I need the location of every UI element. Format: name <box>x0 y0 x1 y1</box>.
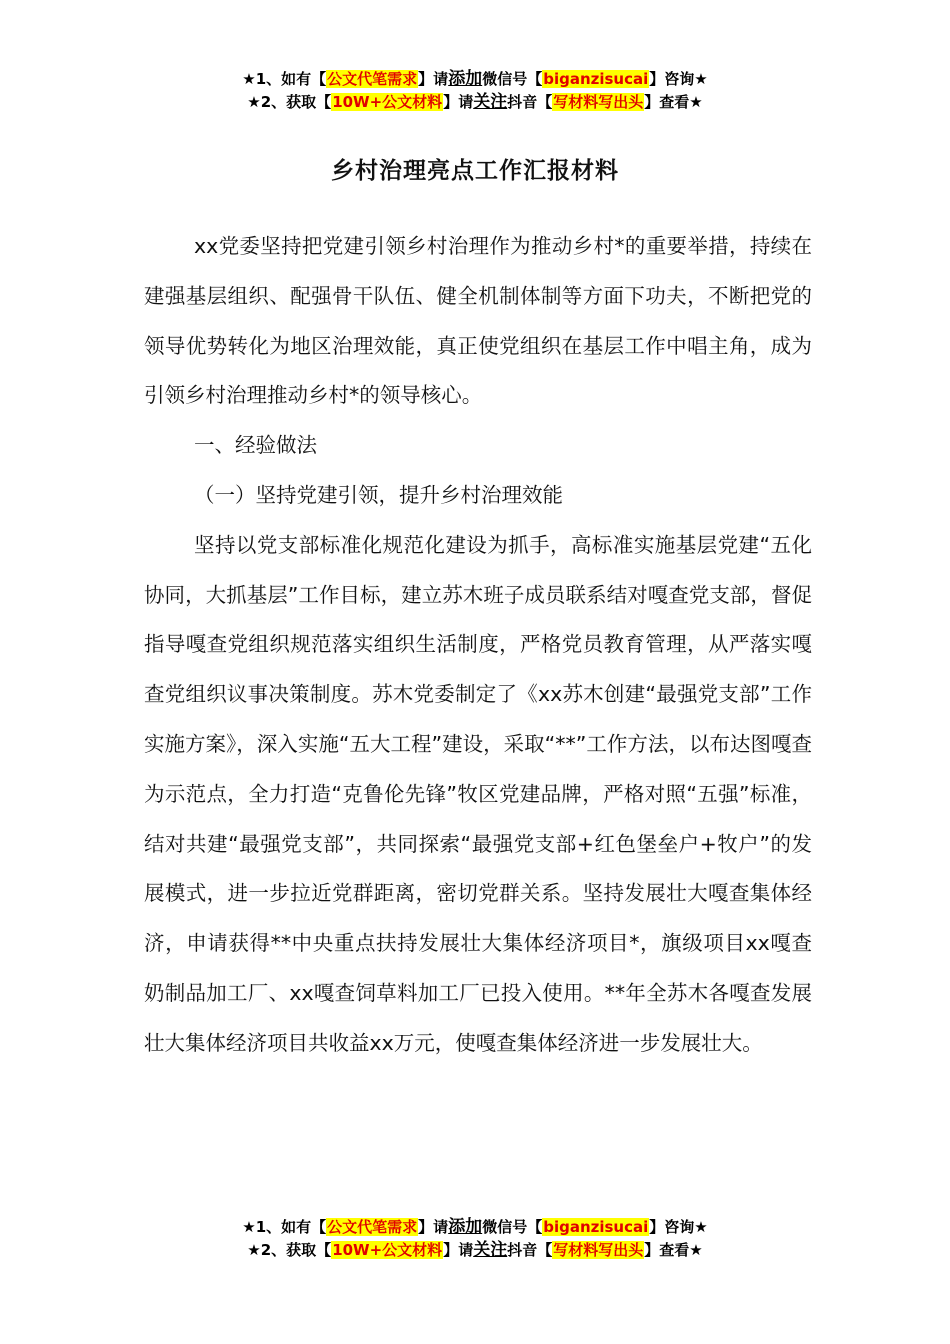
douyin-name: 写材料写出头 <box>553 93 644 111</box>
banner-text: 】请 <box>418 1218 449 1236</box>
banner-text: 】请 <box>418 70 449 88</box>
banner-line-1 <box>0 1216 950 1239</box>
wechat-id: biganzisucai <box>543 1218 649 1236</box>
intro-paragraph: xx党委坚持把党建引领乡村治理作为推动乡村*的重要举措，持续在建强基层组织、配强骨干队伍、健全机制体制等方面下功夫，不断把党的领导优势转化为地区治理效能，真正使党组织在基层工作中唱主角，成为引领乡村治理推动乡村*的领导核心。 <box>144 234 812 408</box>
banner-text: 】查看★ <box>644 93 703 111</box>
document-body <box>144 222 812 1069</box>
banner-line-1 <box>0 68 950 91</box>
banner-text: ★1、如有【 <box>242 1218 327 1236</box>
banner-text: ★2、获取【 <box>247 1241 332 1259</box>
emphasis-text: 关注 <box>473 1240 508 1260</box>
banner-text: 微信号【 <box>482 70 543 88</box>
banner-text: 抖音【 <box>507 1241 553 1259</box>
highlight-text: 公文代笔需求 <box>327 1218 418 1236</box>
footer-banner <box>0 1216 950 1262</box>
document-title: 乡村治理亮点工作汇报材料 <box>331 158 619 184</box>
banner-text: 抖音【 <box>507 93 553 111</box>
wechat-id: biganzisucai <box>543 70 649 88</box>
banner-line-2 <box>0 91 950 114</box>
banner-text: 】咨询★ <box>649 70 708 88</box>
header-banner <box>0 68 950 114</box>
banner-line-2 <box>0 1239 950 1262</box>
banner-text: 】查看★ <box>644 1241 703 1259</box>
highlight-text: 10W+公文材料 <box>332 93 443 111</box>
emphasis-text: 添加 <box>448 1217 483 1237</box>
highlight-text: 公文代笔需求 <box>327 70 418 88</box>
douyin-name: 写材料写出头 <box>553 1241 644 1259</box>
banner-text: 】咨询★ <box>649 1218 708 1236</box>
section-heading: 一、经验做法 <box>194 433 317 458</box>
banner-text: 微信号【 <box>482 1218 543 1236</box>
highlight-text: 10W+公文材料 <box>332 1241 443 1259</box>
banner-text: ★1、如有【 <box>242 70 327 88</box>
banner-text: 】请 <box>443 93 474 111</box>
banner-text: 】请 <box>443 1241 474 1259</box>
banner-text: ★2、获取【 <box>247 93 332 111</box>
body-paragraph: 坚持以党支部标准化规范化建设为抓手，高标准实施基层党建“五化协同，大抓基层”工作目标，建立苏木班子成员联系结对嘎查党支部，督促指导嘎查党组织规范落实组织生活制度，严格党员教育管理，从严落实嘎查党组织议事决策制度。苏木党委制定了《xx苏木创建“最强党支部”工作实施方案》，深入实施“五大工程”建设，采取“**”工作方法，以布达图嘎查为示范点，全力打造“克鲁伦先锋”牧区党建品牌，严格对照“五强”标准，结对共建“最强党支部”，共同探索“最强党支部+红色堡垒户+牧户”的发展模式，进一步拉近党群距离，密切党群关系。坚持发展壮大嘎查集体经济，申请获得**中央重点扶持发展壮大集体经济项目*，旗级项目xx嘎查奶制品加工厂、xx嘎查饲草料加工厂已投入使用。**年全苏木各嘎查发展壮大集体经济项目共收益xx万元，使嘎查集体经济进一步发展壮大。 <box>144 532 812 1055</box>
subsection-heading: （一）坚持党建引领，提升乡村治理效能 <box>194 482 563 507</box>
emphasis-text: 添加 <box>448 69 483 89</box>
emphasis-text: 关注 <box>473 92 508 112</box>
